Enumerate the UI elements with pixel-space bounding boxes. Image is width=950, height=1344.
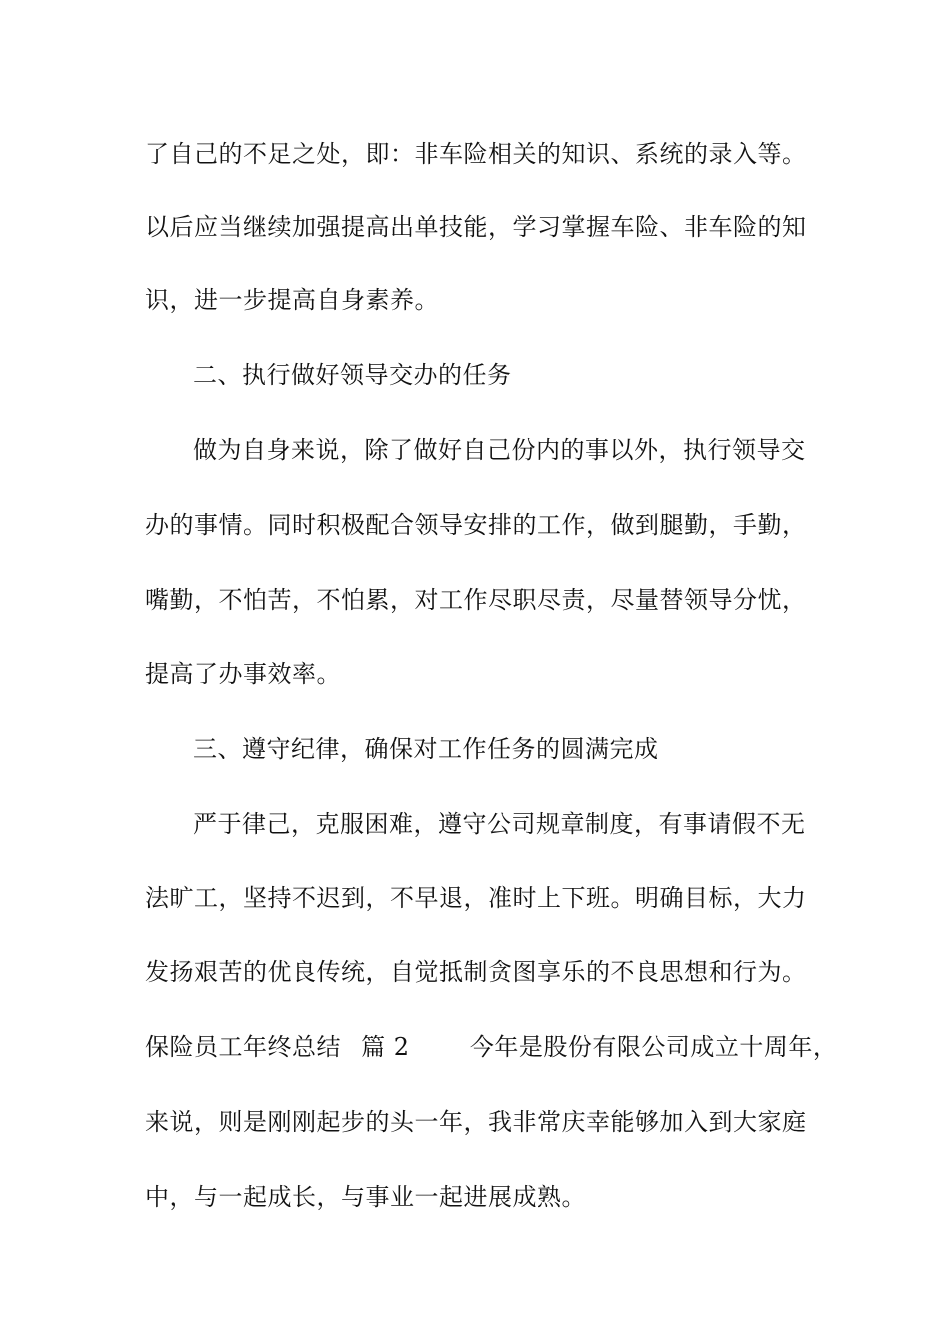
paragraph-first-line: 做为自身来说，除了做好自己份内的事以外，执行领导交 <box>193 436 806 464</box>
paragraph-first-line: 严于律己，克服困难，遵守公司规章制度，有事请假不无 <box>193 810 806 838</box>
text-line: 嘴勤，不怕苦，不怕累，对工作尽职尽责，尽量替领导分忧， <box>145 586 807 614</box>
section-number: 篇 2 <box>361 1033 410 1061</box>
section-title: 保险员工年终总结 <box>145 1033 341 1061</box>
text-line: 办的事情。同时积极配合领导安排的工作，做到腿勤，手勤， <box>145 511 807 539</box>
section-heading: 二、执行做好领导交办的任务 <box>193 361 512 389</box>
section-title-line <box>145 1030 838 1064</box>
text-line: 来说，则是刚刚起步的头一年，我非常庆幸能够加入到大家庭 <box>145 1108 807 1136</box>
section-heading: 三、遵守纪律，确保对工作任务的圆满完成 <box>193 735 659 763</box>
paragraph-text: 今年是股份有限公司成立十周年， <box>469 1033 838 1061</box>
text-line: 中，与一起成长，与事业一起进展成熟。 <box>145 1183 586 1211</box>
text-line: 了自己的不足之处，即：非车险相关的知识、系统的录入等。 <box>145 140 807 168</box>
text-line: 法旷工，坚持不迟到，不早退，准时上下班。明确目标，大力 <box>145 884 807 912</box>
text-line: 识，进一步提高自身素养。 <box>145 286 439 314</box>
text-line: 发扬艰苦的优良传统，自觉抵制贪图享乐的不良思想和行为。 <box>145 958 807 986</box>
text-line: 以后应当继续加强提高出单技能，学习掌握车险、非车险的知 <box>145 213 807 241</box>
text-line: 提高了办事效率。 <box>145 660 341 688</box>
